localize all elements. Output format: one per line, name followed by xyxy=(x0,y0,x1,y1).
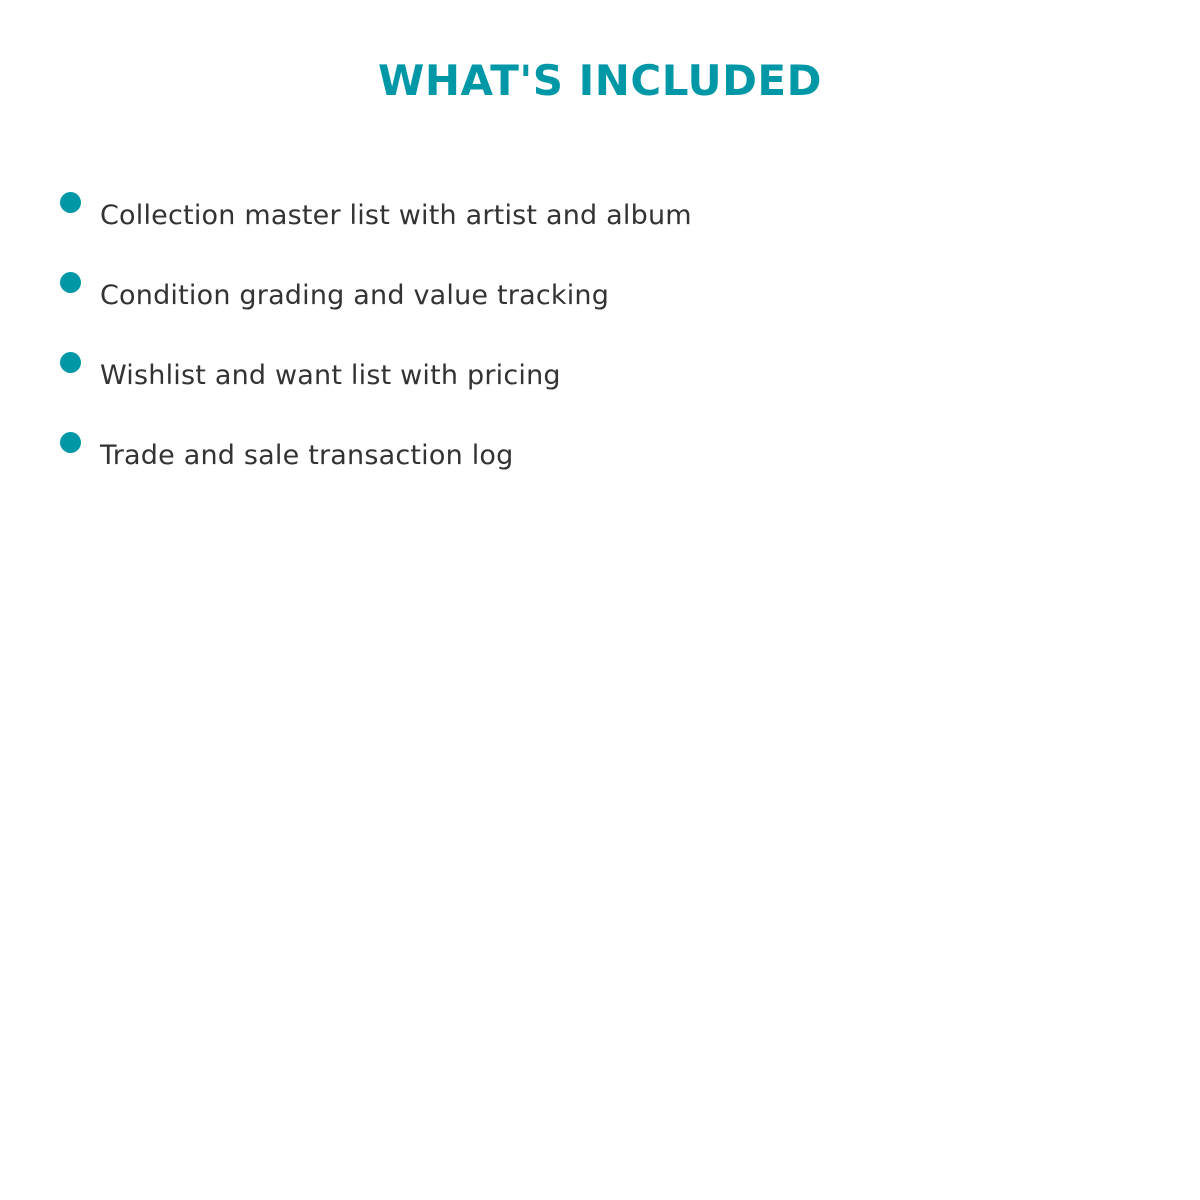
feature-label: Wishlist and want list with pricing xyxy=(100,360,561,391)
bullet-dot-icon xyxy=(60,432,81,453)
feature-label: Condition grading and value tracking xyxy=(100,280,610,311)
bullet-dot-icon xyxy=(60,272,81,293)
feature-label: Trade and sale transaction log xyxy=(100,440,514,471)
feature-label: Collection master list with artist and album xyxy=(100,200,692,231)
bullet-dot-icon xyxy=(60,192,81,213)
bullet-dot-icon xyxy=(60,352,81,373)
page-title: WHAT'S INCLUDED xyxy=(378,56,822,105)
